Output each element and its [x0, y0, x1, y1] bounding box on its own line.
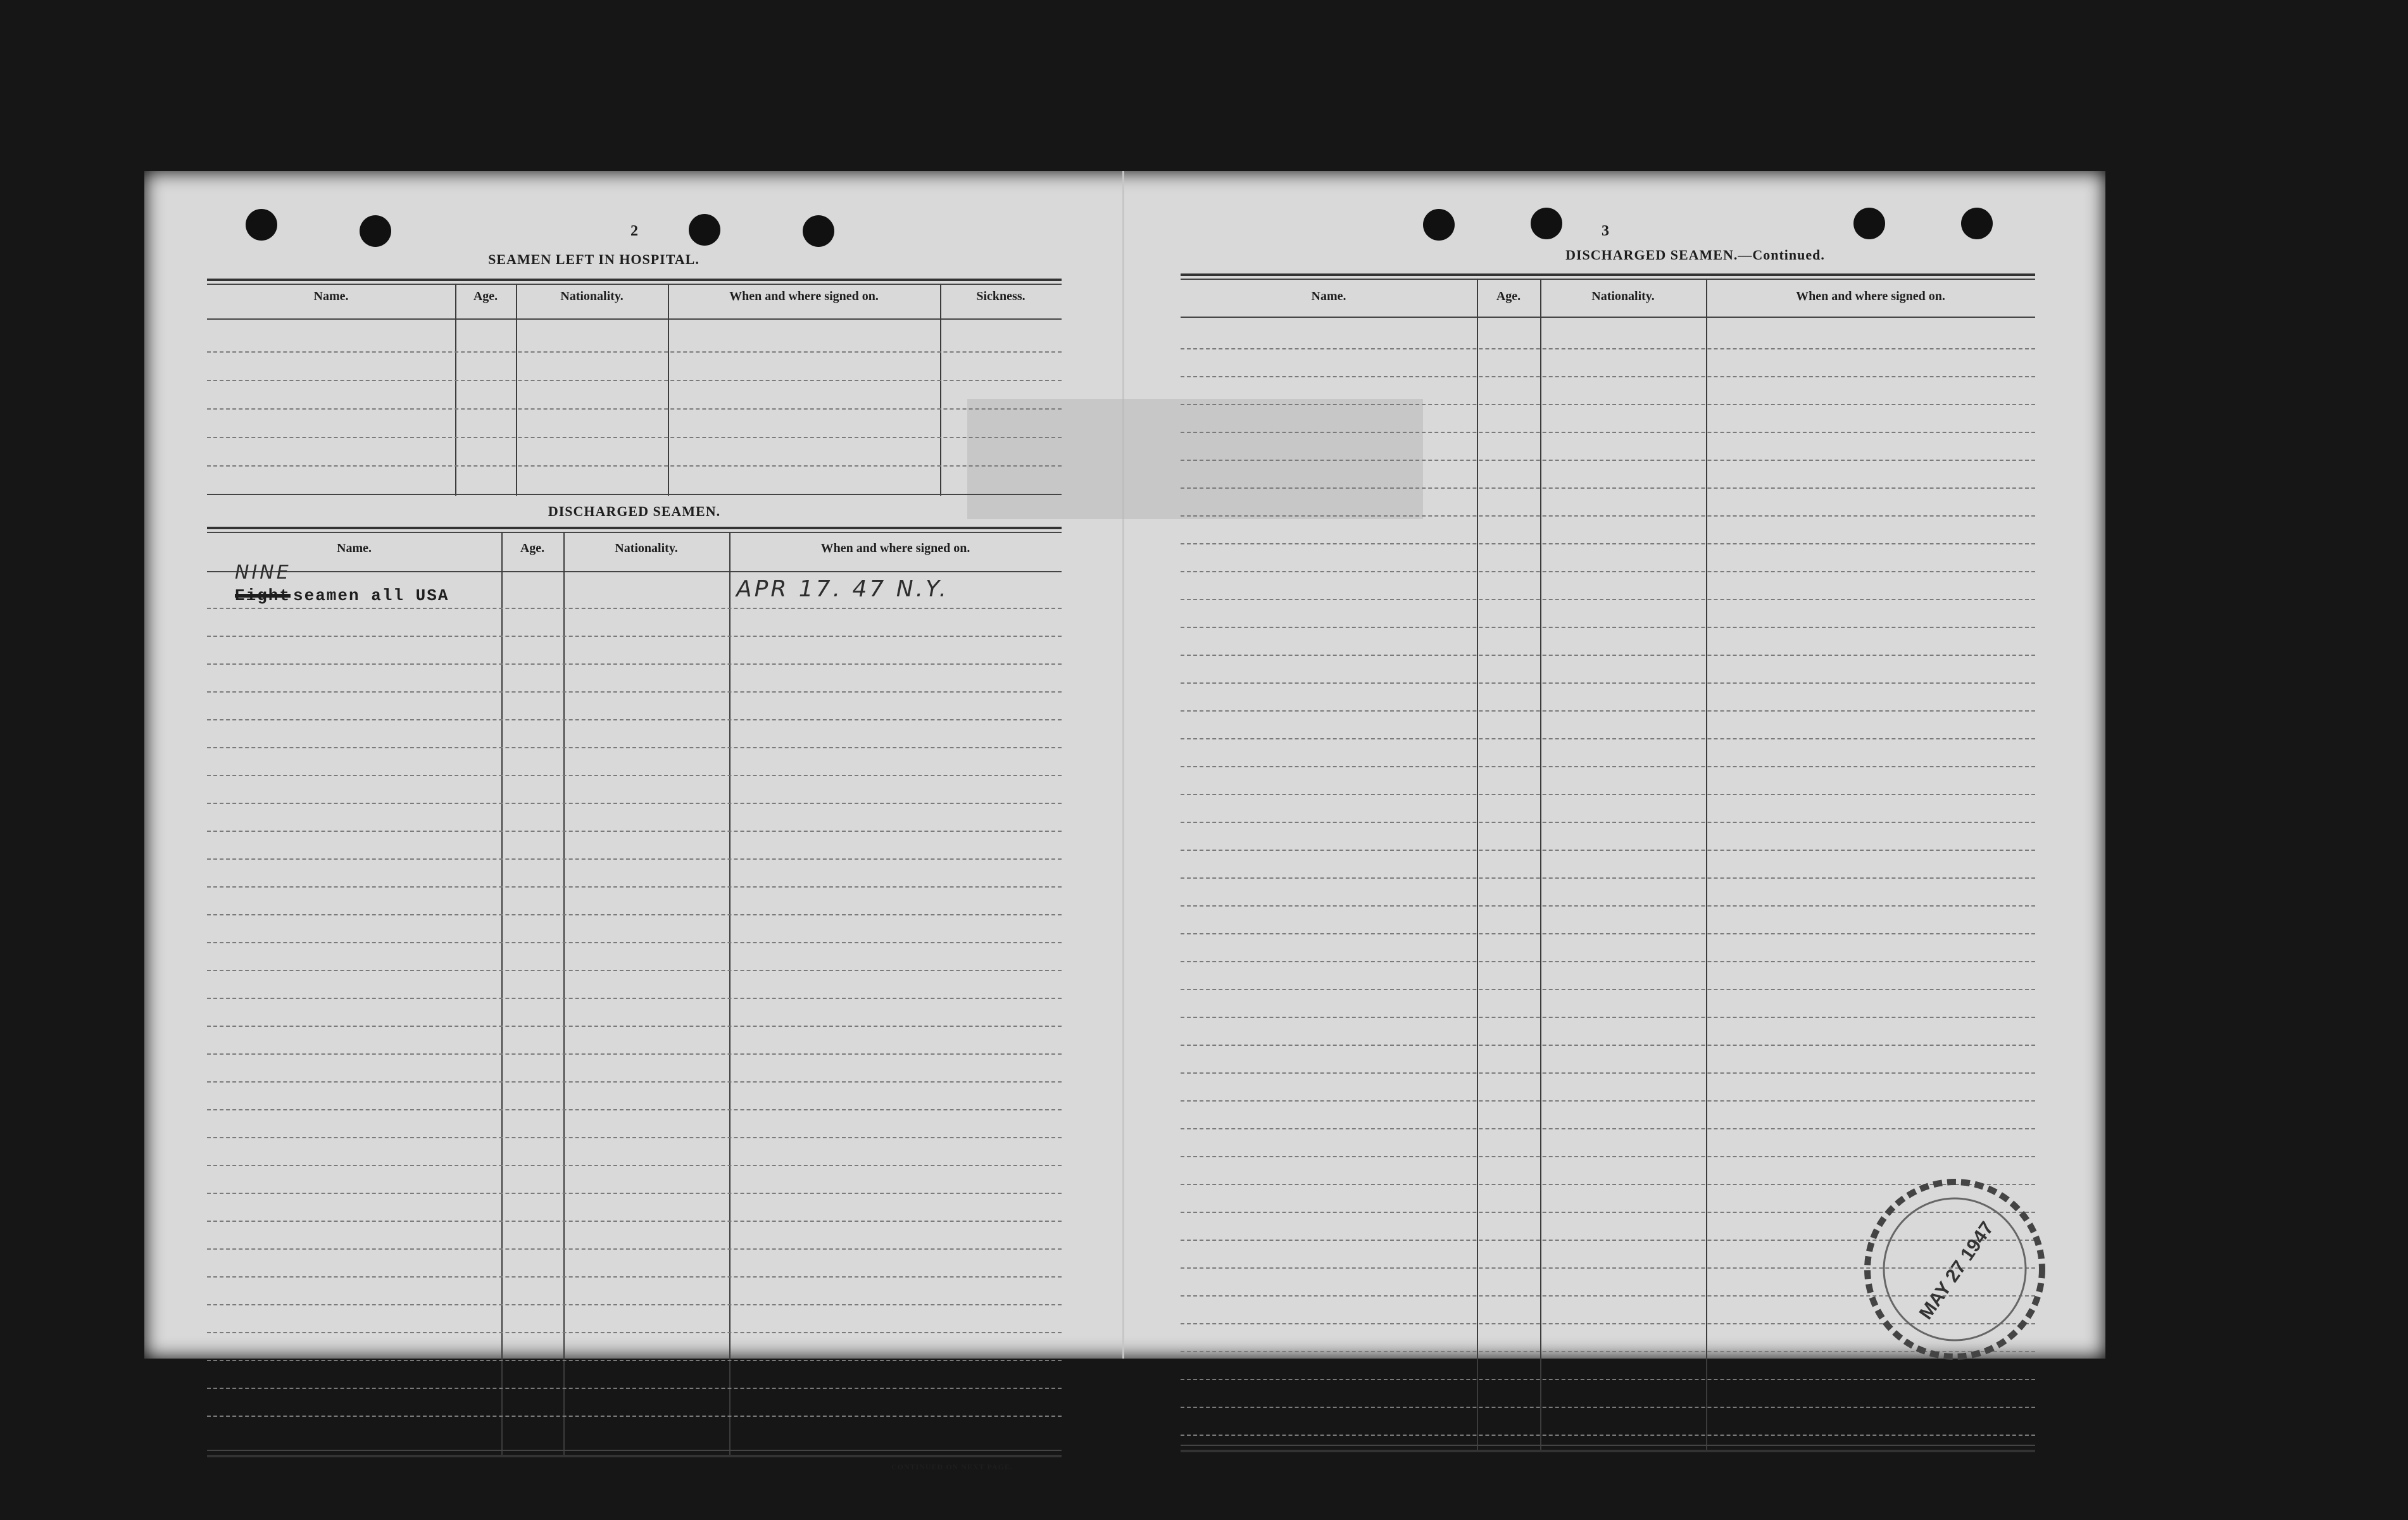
ruled-line: [207, 380, 1062, 381]
hospital-col-divider: [668, 284, 669, 496]
discharged-header-nationality: Nationality.: [615, 541, 678, 555]
ruled-line: [207, 831, 1062, 832]
discharged-bottom-rule: [207, 1450, 1062, 1451]
discharged-header-signed-on: When and where signed on.: [820, 541, 970, 555]
stamp-date: MAY 27 1947: [1915, 1217, 1998, 1324]
ruled-line: [207, 1137, 1062, 1138]
right-header-name: Name.: [1311, 289, 1346, 303]
hospital-top-rule: [207, 279, 1062, 281]
ruled-line: [1181, 766, 2035, 767]
punch-hole: [1853, 208, 1885, 239]
discharged-header-age: Age.: [520, 541, 545, 555]
punch-hole: [1531, 208, 1562, 239]
hospital-section-title: SEAMEN LEFT IN HOSPITAL.: [488, 251, 699, 267]
right-col-divider: [1706, 279, 1707, 1450]
ruled-line: [207, 663, 1062, 665]
hospital-header-signed-on: When and where signed on.: [729, 289, 879, 303]
page-number-right: 3: [1602, 223, 1609, 239]
ruled-line: [207, 351, 1062, 353]
ruled-line: [207, 747, 1062, 748]
ruled-line: [207, 858, 1062, 860]
page-fold: [1122, 171, 1124, 1359]
ruled-line: [207, 1109, 1062, 1110]
ruled-line: [1181, 1156, 2035, 1157]
ruled-line: [1181, 933, 2035, 934]
discharged-col-divider: [563, 532, 565, 1456]
hospital-bottom-rule: [207, 494, 1062, 495]
ruled-line: [1181, 1072, 2035, 1074]
ruled-line: [1181, 348, 2035, 349]
right-top-rule-2: [1181, 279, 2035, 280]
ruled-line: [1181, 571, 2035, 572]
discharged-bottom-rule-2: [207, 1455, 1062, 1457]
ruled-line: [207, 1388, 1062, 1389]
discharged-header-rule: [207, 571, 1062, 572]
ruled-line: [207, 437, 1062, 438]
punch-hole: [689, 214, 720, 246]
ruled-line: [1181, 599, 2035, 600]
ruled-line: [1181, 487, 2035, 489]
ruled-line: [207, 1304, 1062, 1305]
right-bottom-rule: [1181, 1445, 2035, 1446]
ruled-line: [1181, 822, 2035, 823]
handwritten-signed-on: APR 17. 47 N.Y.: [736, 576, 949, 602]
ruled-line: [1181, 1407, 2035, 1408]
handwritten-correction: NINE: [235, 562, 291, 584]
ruled-line: [1181, 905, 2035, 907]
ruled-line: [1181, 1435, 2035, 1436]
right-col-divider: [1540, 279, 1541, 1450]
ruled-line: [1181, 627, 2035, 628]
ruled-line: [207, 1221, 1062, 1222]
ruled-line: [1181, 738, 2035, 739]
ruled-line: [207, 719, 1062, 720]
entry-name-text: seamen all USA: [293, 586, 449, 605]
ruled-line: [207, 914, 1062, 915]
ruled-line: [207, 942, 1062, 943]
ruled-line: [207, 1276, 1062, 1278]
hospital-col-divider: [940, 284, 941, 496]
hospital-col-divider: [455, 284, 456, 496]
ruled-line: [1181, 1100, 2035, 1102]
ruled-line: [207, 1165, 1062, 1166]
ruled-line: [207, 691, 1062, 693]
ruled-line: [1181, 682, 2035, 684]
ruled-line: [207, 1193, 1062, 1194]
right-header-signed-on: When and where signed on.: [1796, 289, 1945, 303]
ruled-line: [207, 1248, 1062, 1250]
postmark-stamp: [1853, 1178, 2056, 1361]
discharged-top-rule-2: [207, 532, 1062, 533]
ruled-line: [1181, 961, 2035, 962]
ruled-line: [207, 465, 1062, 467]
ruled-line: [1181, 1045, 2035, 1046]
ruled-line: [1181, 655, 2035, 656]
punch-hole: [246, 209, 277, 241]
ledger-sheet: [144, 171, 2105, 1471]
continued-note: CONTINUED ON NEXT PAGE.: [891, 1462, 1013, 1471]
ruled-line: [1181, 404, 2035, 405]
ruled-line: [207, 608, 1062, 609]
ruled-line: [1181, 376, 2035, 377]
ruled-line: [207, 1332, 1062, 1333]
punch-hole: [1423, 209, 1455, 241]
right-top-rule: [1181, 273, 2035, 276]
ruled-line: [207, 1081, 1062, 1083]
discharged-section-title: DISCHARGED SEAMEN.: [548, 503, 721, 519]
ruled-line: [207, 408, 1062, 410]
ruled-line: [1181, 1128, 2035, 1129]
ruled-line: [207, 998, 1062, 999]
ruled-line: [207, 636, 1062, 637]
ruled-line: [207, 1053, 1062, 1055]
hospital-header-name: Name.: [313, 289, 349, 303]
ruled-line: [207, 775, 1062, 776]
hospital-top-rule-2: [207, 284, 1062, 285]
ruled-line: [207, 803, 1062, 804]
hospital-header-age: Age.: [473, 289, 498, 303]
right-header-nationality: Nationality.: [1591, 289, 1655, 303]
ruled-line: [207, 1360, 1062, 1361]
ruled-line: [207, 970, 1062, 971]
page-number-left: 2: [630, 223, 638, 239]
discharged-header-name: Name.: [337, 541, 372, 555]
smudge-mark: [967, 399, 1423, 519]
ruled-line: [1181, 1379, 2035, 1380]
right-header-age: Age.: [1496, 289, 1521, 303]
punch-hole: [803, 215, 834, 247]
ruled-line: [1181, 710, 2035, 712]
ruled-line: [1181, 850, 2035, 851]
punch-hole: [1961, 208, 1993, 239]
hospital-header-rule: [207, 318, 1062, 320]
ruled-line: [207, 1026, 1062, 1027]
ruled-line: [207, 886, 1062, 888]
right-col-divider: [1477, 279, 1478, 1450]
ruled-line: [1181, 432, 2035, 433]
ruled-line: [1181, 460, 2035, 461]
ruled-line: [1181, 989, 2035, 990]
ruled-line: [1181, 515, 2035, 517]
hospital-header-nationality: Nationality.: [560, 289, 624, 303]
hospital-col-divider: [516, 284, 517, 496]
discharged-top-rule: [207, 527, 1062, 529]
right-header-rule: [1181, 317, 2035, 318]
ruled-line: [1181, 877, 2035, 879]
right-bottom-rule-2: [1181, 1450, 2035, 1452]
hospital-header-sickness: Sickness.: [976, 289, 1025, 303]
struck-word: Eight: [235, 586, 291, 605]
ruled-line: [1181, 543, 2035, 544]
ruled-line: [1181, 1017, 2035, 1018]
ruled-line: [1181, 794, 2035, 795]
punch-hole: [360, 215, 391, 247]
discharged-continued-title: DISCHARGED SEAMEN.—Continued.: [1565, 247, 1825, 263]
discharged-col-divider: [729, 532, 731, 1456]
discharged-col-divider: [501, 532, 503, 1456]
ruled-line: [207, 1416, 1062, 1417]
